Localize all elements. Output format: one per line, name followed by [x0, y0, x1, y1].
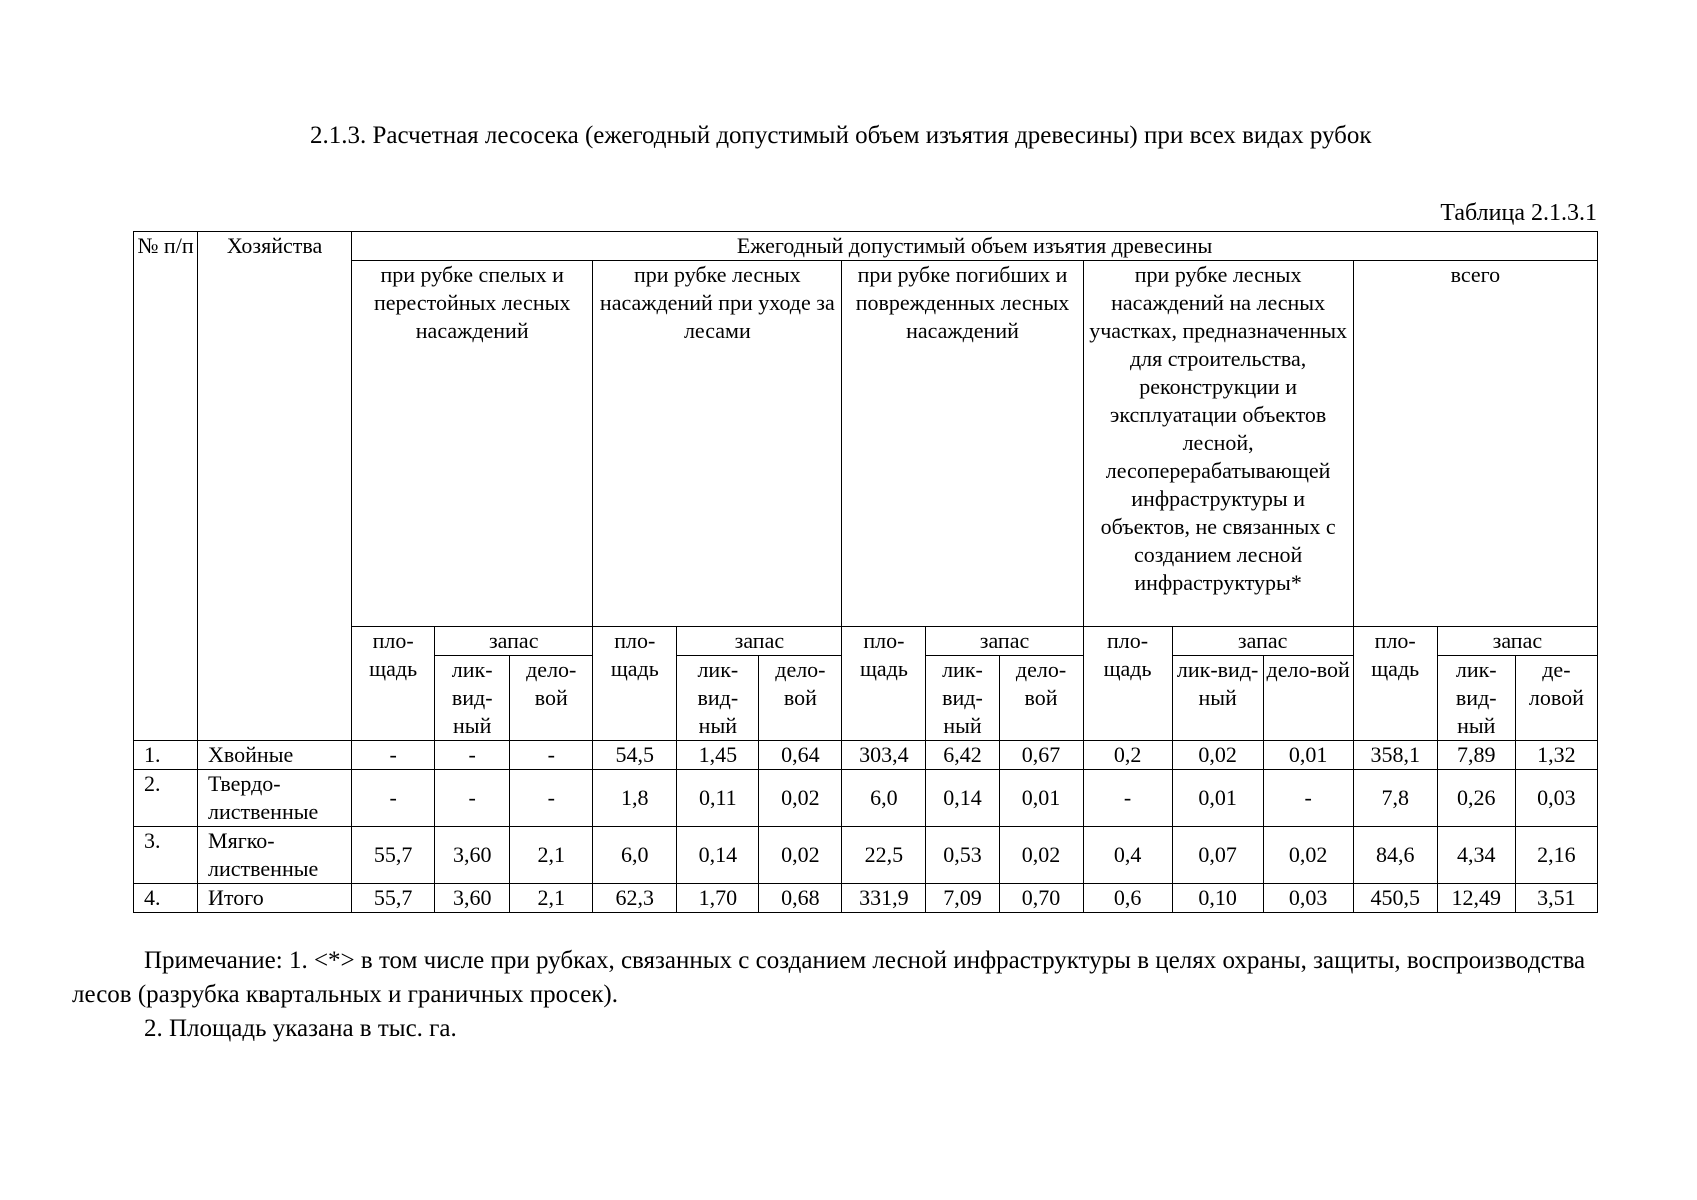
- header-stock: запас: [435, 627, 593, 656]
- header-business: де-ловой: [1515, 656, 1597, 741]
- table-cell: 6,0: [842, 770, 926, 827]
- table-cell: 331,9: [842, 884, 926, 913]
- table-cell: 2,1: [510, 827, 593, 884]
- table-cell: 7,09: [926, 884, 999, 913]
- header-stock: запас: [677, 627, 842, 656]
- header-group-label: при рубке лесных насаждений на лесных участках, предназначенных для строительства, реконструкции и эксплуатации объектов лесной, лесоперерабатывающей инфраструктуры и объектов, не связанных с созданием лесной инфраструктуры*: [1083, 261, 1353, 627]
- header-liquid: лик-вид-ный: [1437, 656, 1515, 741]
- header-liquid: лик-вид-ный: [677, 656, 759, 741]
- row-number: 1.: [134, 741, 198, 770]
- table-cell: 0,26: [1437, 770, 1515, 827]
- table-cell: 55,7: [352, 827, 435, 884]
- table-cell: 55,7: [352, 884, 435, 913]
- table-cell: 3,51: [1515, 884, 1597, 913]
- table-cell: 0,2: [1083, 741, 1172, 770]
- header-area: пло-щадь: [1083, 627, 1172, 741]
- header-num: № п/п: [134, 232, 198, 741]
- table-cell: -: [352, 741, 435, 770]
- table-cell: 22,5: [842, 827, 926, 884]
- header-business: дело-вой: [759, 656, 842, 741]
- table-cell: 6,42: [926, 741, 999, 770]
- table-cell: 0,68: [759, 884, 842, 913]
- table-cell: 2,16: [1515, 827, 1597, 884]
- table-cell: 7,89: [1437, 741, 1515, 770]
- note-line-1: Примечание: 1. <*> в том числе при рубках, связанных с созданием лесной инфраструктуры в целях охраны, защиты, воспроизводства лесов (разрубка квартальных и граничных просек).: [72, 947, 1586, 1008]
- header-liquid: лик-вид-ный: [926, 656, 999, 741]
- table-row: [134, 827, 1598, 884]
- header-liquid: лик-вид-ный: [435, 656, 510, 741]
- header-business: дело-вой: [999, 656, 1083, 741]
- table-cell: 0,01: [1263, 741, 1353, 770]
- note: [72, 944, 1602, 1046]
- table-cell: 0,6: [1083, 884, 1172, 913]
- table-cell: 0,14: [926, 770, 999, 827]
- harvest-table: [133, 231, 1598, 913]
- table-cell: 1,8: [593, 770, 677, 827]
- row-number: 3.: [134, 827, 198, 884]
- table-cell: 84,6: [1353, 827, 1437, 884]
- header-business: дело-вой: [1263, 656, 1353, 741]
- table-cell: 0,02: [999, 827, 1083, 884]
- table-cell: 0,02: [1172, 741, 1263, 770]
- table-cell: -: [510, 770, 593, 827]
- table-cell: 0,11: [677, 770, 759, 827]
- header-group-label: при рубке погибших и поврежденных лесных насаждений: [842, 261, 1083, 627]
- table-cell: 3,60: [435, 884, 510, 913]
- table-cell: -: [435, 770, 510, 827]
- table-cell: 0,53: [926, 827, 999, 884]
- header-area: пло-щадь: [593, 627, 677, 741]
- table-cell: 1,45: [677, 741, 759, 770]
- table-cell: 62,3: [593, 884, 677, 913]
- table-cell: 0,01: [1172, 770, 1263, 827]
- table-cell: 0,03: [1263, 884, 1353, 913]
- table-row: [134, 884, 1598, 913]
- table-cell: 1,32: [1515, 741, 1597, 770]
- header-stock: запас: [1172, 627, 1353, 656]
- table-cell: 0,64: [759, 741, 842, 770]
- header-farm: Хозяйства: [198, 232, 352, 741]
- table-cell: 6,0: [593, 827, 677, 884]
- table-cell: 0,70: [999, 884, 1083, 913]
- table-cell: 0,14: [677, 827, 759, 884]
- table-cell: 1,70: [677, 884, 759, 913]
- table-cell: 0,01: [999, 770, 1083, 827]
- row-name: Мягко-лиственные: [198, 827, 352, 884]
- row-name: Итого: [198, 884, 352, 913]
- table-cell: 54,5: [593, 741, 677, 770]
- table-row: [134, 770, 1598, 827]
- table-cell: 450,5: [1353, 884, 1437, 913]
- header-business: дело-вой: [510, 656, 593, 741]
- row-number: 4.: [134, 884, 198, 913]
- table-cell: 0,02: [759, 827, 842, 884]
- row-name: Хвойные: [198, 741, 352, 770]
- header-area: пло-щадь: [352, 627, 435, 741]
- table-cell: 0,02: [1263, 827, 1353, 884]
- note-line-2: 2. Площадь указана в тыс. га.: [144, 1015, 457, 1042]
- table-cell: -: [352, 770, 435, 827]
- header-group: Ежегодный допустимый объем изъятия древесины: [352, 232, 1598, 261]
- table-cell: 0,02: [759, 770, 842, 827]
- table-cell: 3,60: [435, 827, 510, 884]
- table-cell: 4,34: [1437, 827, 1515, 884]
- table-cell: 0,03: [1515, 770, 1597, 827]
- table-cell: 303,4: [842, 741, 926, 770]
- table-cell: 0,10: [1172, 884, 1263, 913]
- table-cell: -: [435, 741, 510, 770]
- header-liquid: лик-вид-ный: [1172, 656, 1263, 741]
- header-stock: запас: [1437, 627, 1597, 656]
- header-group-label: при рубке спелых и перестойных лесных насаждений: [352, 261, 593, 627]
- table-cell: 7,8: [1353, 770, 1437, 827]
- row-number: 2.: [134, 770, 198, 827]
- header-group-label: при рубке лесных насаждений при уходе за лесами: [593, 261, 842, 627]
- table-cell: 12,49: [1437, 884, 1515, 913]
- table-cell: 0,67: [999, 741, 1083, 770]
- document-heading: 2.1.3. Расчетная лесосека (ежегодный допустимый объем изъятия древесины) при всех видах рубок: [310, 122, 1372, 149]
- header-area: пло-щадь: [1353, 627, 1437, 741]
- table-cell: -: [1083, 770, 1172, 827]
- table-cell: 0,4: [1083, 827, 1172, 884]
- header-group-label: всего: [1353, 261, 1597, 627]
- row-name: Твердо-лиственные: [198, 770, 352, 827]
- table-label: Таблица 2.1.3.1: [1440, 200, 1597, 226]
- table-cell: 0,07: [1172, 827, 1263, 884]
- header-stock: запас: [926, 627, 1083, 656]
- table-row: [134, 741, 1598, 770]
- table-cell: 358,1: [1353, 741, 1437, 770]
- table-cell: 2,1: [510, 884, 593, 913]
- table-cell: -: [1263, 770, 1353, 827]
- table-cell: -: [510, 741, 593, 770]
- header-area: пло-щадь: [842, 627, 926, 741]
